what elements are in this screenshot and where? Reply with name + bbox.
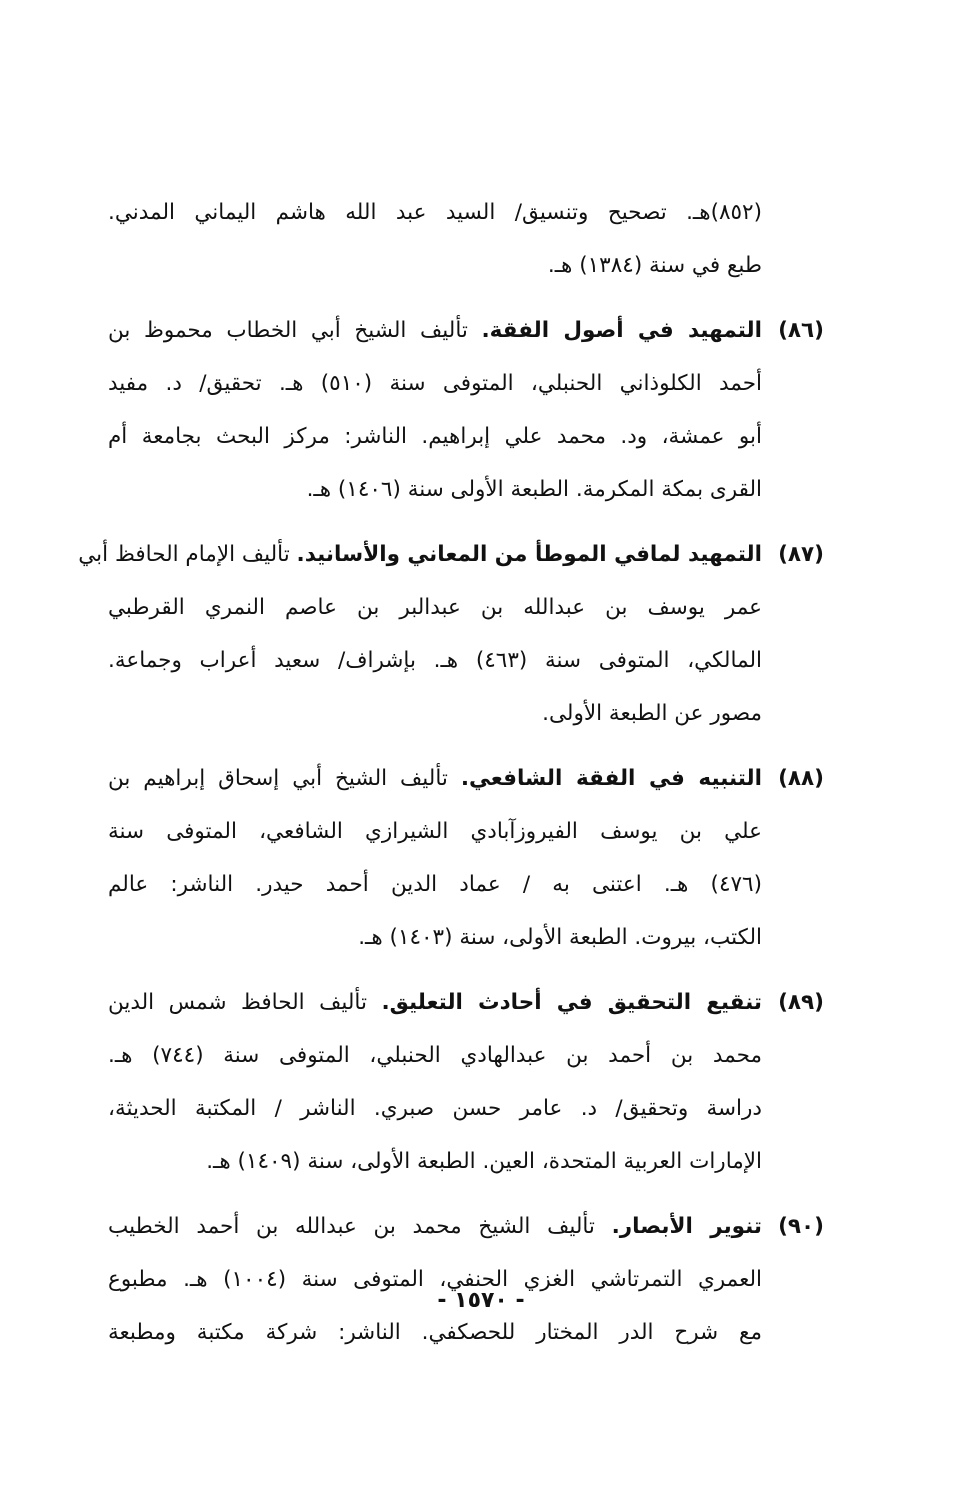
text-line: المالكي، المتوفى سنة (٤٦٣) هـ. بإشراف/ سعيد أعراب وجماعة.: [108, 648, 762, 673]
entry-first-line: [108, 304, 762, 357]
entry-first-line: [78, 528, 762, 581]
entry-text: تأليف الشيخ أبي إسحاق إبراهيم بن: [108, 766, 461, 791]
entry-text: تأليف الإمام الحافظ أبي: [78, 542, 297, 567]
bibliography-entry-90: [108, 1200, 824, 1359]
page-number: - ١٥٧٠ -: [437, 1288, 525, 1313]
text-line: (٤٧٦) هـ. اعتنى به / عماد الدين أحمد حيدر. الناشر: عالم: [108, 872, 762, 897]
text-line: علي بن يوسف الفيروزآبادي الشيرازي الشافعي، المتوفى سنة: [108, 819, 762, 844]
bibliography-entry-87: [78, 528, 824, 740]
text-line: العمري التمرتاشي الغزي الحنفي، المتوفى سنة (١٠٠٤) هـ. مطبوع: [108, 1267, 762, 1292]
entry-text: تأليف الحافظ شمس الدين: [108, 990, 382, 1015]
bibliography-entry-86: [108, 304, 824, 516]
entry-first-line: [108, 752, 762, 805]
entry-title: تنقيع التحقيق في أحادث التعليق.: [381, 990, 762, 1015]
text-line: أبو عمشة، ود. محمد علي إبراهيم. الناشر: مركز البحث بجامعة أم: [108, 424, 762, 449]
entry-number: (٨٦): [778, 318, 824, 343]
bibliography-entry-88: [108, 752, 824, 964]
bibliography-text: [78, 186, 824, 1359]
entry-text: تأليف الشيخ أبي الخطاب محموظ بن: [108, 318, 482, 343]
text-line: دراسة وتحقيق/ د. عامر حسن صبري. الناشر / المكتبة الحديثة،: [108, 1096, 762, 1121]
text-line: عمر يوسف بن عبدالله بن عبدالبر بن عاصم النمري القرطبي: [108, 595, 762, 620]
text-line: الإمارات العربية المتحدة، العين. الطبعة الأولى، سنة (١٤٠٩) هـ.: [206, 1149, 762, 1174]
entry-title: تنوير الأبصار.: [611, 1214, 762, 1239]
text-line: مع شرح الدر المختار للحصكفي. الناشر: شركة مكتبة ومطبعة: [108, 1320, 762, 1345]
text-line: أحمد الكلوذاني الحنبلي، المتوفى سنة (٥١٠) هـ. تحقيق/ د. مفيد: [108, 371, 762, 396]
entry-number: (٨٨): [778, 766, 824, 791]
entry-title: التمهيد لمافي الموطأ من المعاني والأسانيد.: [296, 542, 762, 567]
entry-number: (٨٩): [778, 990, 824, 1015]
entry-number: (٩٠): [778, 1214, 824, 1239]
continuation-paragraph: [108, 186, 762, 292]
text-line: الكتب، بيروت. الطبعة الأولى، سنة (١٤٠٣) هـ.: [358, 925, 762, 950]
entry-text: تأليف الشيخ محمد بن عبدالله بن أحمد الخطيب: [108, 1214, 612, 1239]
text-line: محمد بن أحمد بن عبدالهادي الحنبلي، المتوفى سنة (٧٤٤) هـ.: [108, 1043, 762, 1068]
text-line: (٨٥٢)هـ. تصحيح وتنسيق/ السيد عبد الله هاشم اليماني المدني.: [108, 200, 762, 225]
text-line: القرى بمكة المكرمة. الطبعة الأولى سنة (١٤٠٦) هـ.: [306, 477, 762, 502]
entry-title: التمهيد في أصول الفقة.: [481, 318, 762, 343]
entry-first-line: [108, 976, 762, 1029]
entry-number: (٨٧): [778, 542, 824, 567]
entry-first-line: [108, 1200, 762, 1253]
entry-title: التنبيه في الفقة الشافعي.: [460, 766, 762, 791]
bibliography-entry-89: [108, 976, 824, 1188]
text-line: مصور عن الطبعة الأولى.: [542, 701, 762, 726]
text-line: طبع في سنة (١٣٨٤) هـ.: [547, 253, 762, 278]
